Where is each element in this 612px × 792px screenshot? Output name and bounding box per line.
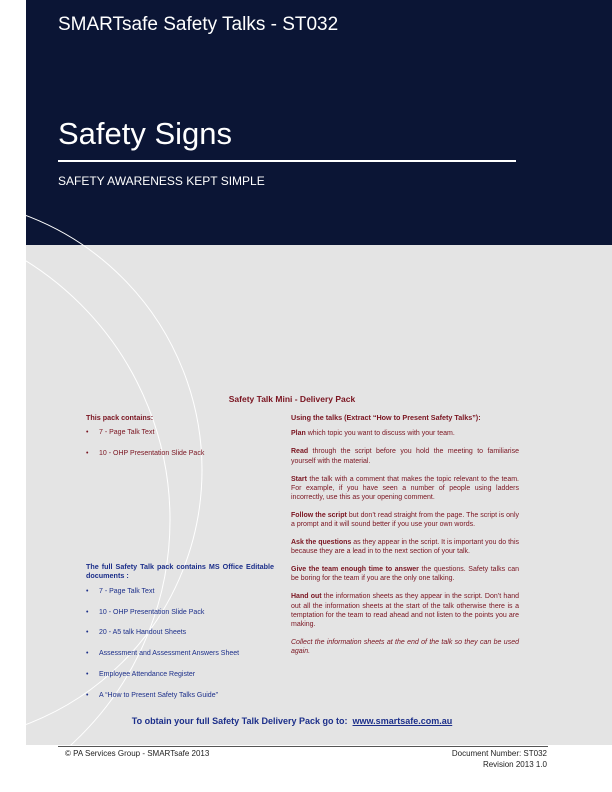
instruction-paragraph bbox=[291, 447, 519, 465]
footer-copyright: © PA Services Group - SMARTsafe 2013 bbox=[65, 749, 210, 758]
closing-note: Collect the information sheets at the end of the talk so they can be used again. bbox=[291, 638, 519, 655]
paragraph-text: the talk with a comment that makes the topic relevant to the team. For example, if you have seen a number of people using ladders incorrectly, use this as your opening comment. bbox=[291, 475, 519, 501]
paragraph-lead: Plan bbox=[291, 430, 306, 438]
call-to-action bbox=[26, 716, 558, 726]
instruction-paragraph bbox=[291, 511, 519, 529]
pack-contains-list bbox=[86, 429, 274, 458]
pack-contents-column bbox=[86, 413, 274, 471]
footer-divider bbox=[58, 746, 548, 747]
paragraph-lead: Start bbox=[291, 475, 307, 483]
cta-text: To obtain your full Safety Talk Delivery Pack go to: bbox=[131, 716, 348, 726]
revision-label: Revision 2013 1.0 bbox=[482, 759, 547, 769]
page-subtitle: SAFETY AWARENESS KEPT SIMPLE bbox=[58, 174, 265, 188]
using-talks-column bbox=[291, 413, 519, 665]
paragraph-lead: Follow the script bbox=[291, 511, 347, 519]
list-item: • 7 - Page Talk Text bbox=[86, 429, 274, 437]
website-link[interactable]: www.smartsafe.com.au bbox=[352, 716, 453, 726]
list-item: • Employee Attendance Register bbox=[86, 671, 274, 679]
paragraph-lead: Hand out bbox=[291, 593, 322, 601]
delivery-pack-heading: Safety Talk Mini - Delivery Pack bbox=[228, 394, 356, 404]
pack-contains-heading: This pack contains: bbox=[86, 413, 154, 422]
list-item: • 10 - OHP Presentation Slide Pack bbox=[86, 450, 274, 458]
paragraph-text: as they appear in the script. It is important you do this because they are a lead in to the next section of your talk. bbox=[291, 539, 519, 556]
instruction-paragraph bbox=[291, 429, 519, 438]
paragraph-lead: Read bbox=[291, 448, 309, 456]
list-item: • A “How to Present Safety Talks Guide” bbox=[86, 692, 274, 700]
full-pack-list bbox=[86, 588, 274, 700]
footer-doc-info bbox=[452, 749, 547, 771]
paragraph-text: the information sheets as they appear in the script. Don’t hand out all the information sheets at the start of the talk otherwise there is a temptation for the team to read ahead and not listen to the points you are making. bbox=[291, 593, 520, 628]
list-item: • 10 - OHP Presentation Slide Pack bbox=[86, 609, 274, 617]
page-title: Safety Signs bbox=[58, 116, 233, 151]
list-item: • 7 - Page Talk Text bbox=[86, 588, 274, 596]
full-pack-heading: The full Safety Talk pack contains MS Office Editable documents : bbox=[86, 562, 274, 581]
paragraph-text: which topic you want to discuss with your team. bbox=[305, 430, 455, 438]
paragraph-text: through the script before you hold the meeting to familiarise yourself with the material. bbox=[291, 448, 519, 465]
series-title: SMARTsafe Safety Talks - ST032 bbox=[58, 14, 339, 35]
instruction-paragraph bbox=[291, 592, 519, 628]
paragraph-text: the questions. Safety talks can be boring for the team if you are the only one talking. bbox=[291, 566, 520, 583]
document-number: Document Number: ST032 bbox=[451, 749, 547, 758]
title-divider bbox=[58, 160, 516, 162]
paragraph-text: but don’t read straight from the page. The script is only a prompt and it will sound better if you use your own words. bbox=[291, 511, 519, 529]
full-pack-column bbox=[86, 562, 274, 712]
instruction-paragraph bbox=[291, 475, 519, 502]
list-item: • 20 - A5 talk Handout Sheets bbox=[86, 629, 274, 637]
using-talks-heading: Using the talks (Extract “How to Present Safety Talks”): bbox=[291, 413, 481, 422]
paragraph-lead: Give the team enough time to answer bbox=[291, 566, 419, 574]
paragraph-lead: Ask the questions bbox=[291, 539, 352, 547]
list-item: • Assessment and Assessment Answers Sheet bbox=[86, 650, 274, 658]
instruction-paragraph bbox=[291, 565, 519, 583]
instruction-paragraph bbox=[291, 538, 519, 556]
